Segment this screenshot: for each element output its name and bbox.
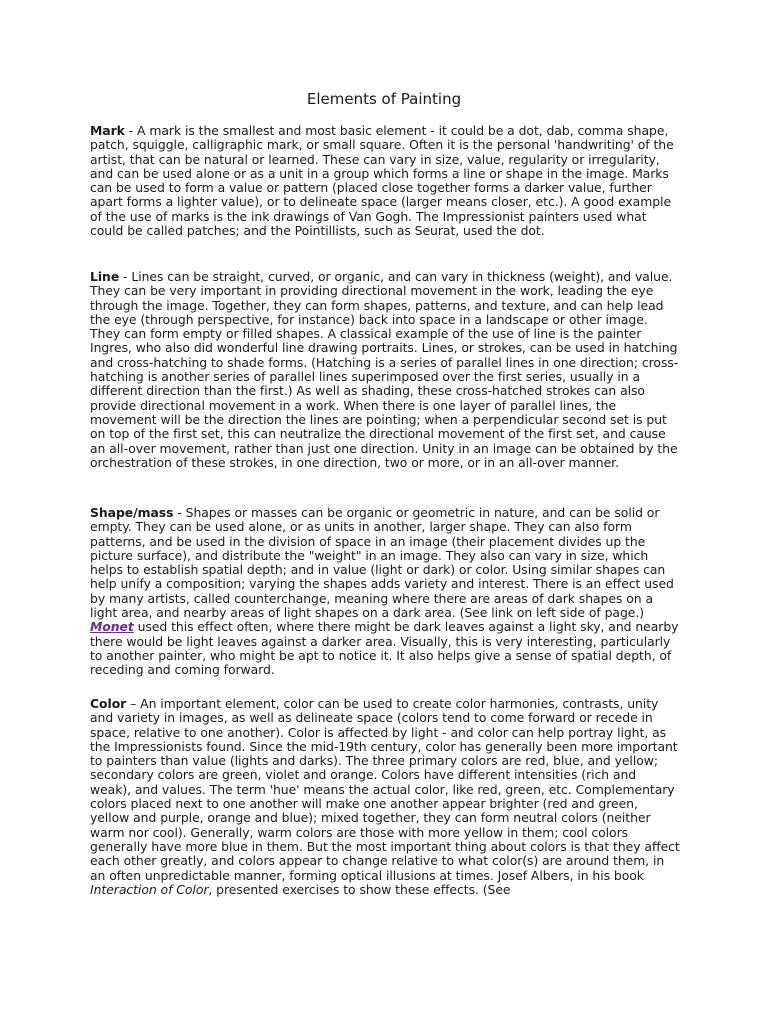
- paragraph-color: [90, 697, 680, 897]
- paragraph-shape-mass: [90, 506, 680, 678]
- line-text: - Lines can be straight, curved, or organic, and can vary in thickness (weight), and value. They can be very important in providing directional movement in the work, leading the eye through the image. Together, they can form shapes, patterns, and texture, and can help lead the eye (through perspective, for instance) back into space in a landscape or other image. They can form empty or filled shapes. A classical example of the use of line is the painter Ingres, who also did wonderful line drawing portraits. Lines, or strokes, can be used in hatching and cross-hatching to shade forms. (Hatching is a series of parallel lines in one direction; cross-hatching is another series of parallel lines superimposed over the first series, usually in a different direction than the first.) As well as shading, these cross-hatched strokes can also provide directional movement in a work. When there is one layer of parallel lines, the movement will be the direction the lines are pointing; when a perpendicular second set is put on top of the first set, this can neutralize the directional movement of the first set, and cause an all-over movement, rather than just one direction. Unity in an image can be obtained by the orchestration of these strokes, in one direction, two or more, or in an all-over manner.: [90, 269, 679, 470]
- shape-text-before: - Shapes or masses can be organic or geometric in nature, and can be solid or empty. They can be used alone, or as units in another, larger shape. They can also form patterns, and be used in the division of space in an image (their placement divides up the picture surface), and distribute the "weight" in an image. They also can vary in size, which helps to establish spatial depth; and in value (light or dark) or color. Using similar shapes can help unify a composition; varying the shapes adds variety and interest. There is an effect used by many artists, called counterchange, meaning where there are areas of dark shapes on a light area, and nearby areas of light shapes on a dark area. (See link on left side of page.): [90, 505, 674, 621]
- monet-link[interactable]: Monet: [90, 619, 134, 635]
- heading-mark: Mark: [90, 123, 125, 138]
- paragraph-line: [90, 270, 680, 470]
- heading-line: Line: [90, 269, 120, 284]
- paragraph-mark: [90, 124, 680, 238]
- page-title: Elements of Painting: [306, 90, 462, 108]
- mark-text: - A mark is the smallest and most basic element - it could be a dot, dab, comma shape, patch, squiggle, calligraphic mark, or small square. Often it is the personal 'handwriting' of the artist, that can be natural or learned. These can vary in size, value, regularity or irregularity, and can be used alone or as a unit in a group which forms a line or shape in the image. Marks can be used to form a value or pattern (placed close together forms a darker value, further apart forms a lighter value), or to delineate space (larger means closer, etc.). A good example of the use of marks is the ink drawings of Van Gogh. The Impressionist painters used what could be called patches; and the Pointillists, such as Seurat, used the dot.: [90, 123, 674, 239]
- color-text-after: , presented exercises to show these effects. (See: [208, 881, 511, 897]
- book-title: Interaction of Color: [90, 881, 209, 897]
- color-text-before: – An important element, color can be used to create color harmonies, contrasts, unity and variety in images, as well as delineate space (colors tend to come forward or recede in space, relative to one another). Color is affected by light - and color can help portray light, as the Impressionists found. Since the mid-19th century, color has generally been more important to painters than value (lights and darks). The three primary colors are red, blue, and yellow; secondary colors are green, violet and orange. Colors have different intensities (rich and weak), and values. The term 'hue' means the actual color, like red, green, etc. Complementary colors placed next to one another will make one another appear brighter (red and green, yellow and purple, orange and blue); mixed together, they can form neutral colors (neither warm nor cool). Generally, warm colors are those with more yellow in them; cool colors generally have more blue in them. But the most important thing about colors is that they affect each other greatly, and colors appear to change relative to what color(s) are around them, in an often unpredictable manner, forming optical illusions at times. Josef Albers, in his book: [90, 696, 680, 883]
- shape-text-after: used this effect often, where there might be dark leaves against a light sky, and nearby there would be light leaves against a darker area. Visually, this is very interesting, particularly to another painter, who might be apt to notice it. It also helps give a sense of spatial depth, of receding and coming forward.: [90, 619, 679, 678]
- heading-color: Color: [90, 696, 127, 711]
- heading-shape-mass: Shape/mass: [90, 505, 174, 520]
